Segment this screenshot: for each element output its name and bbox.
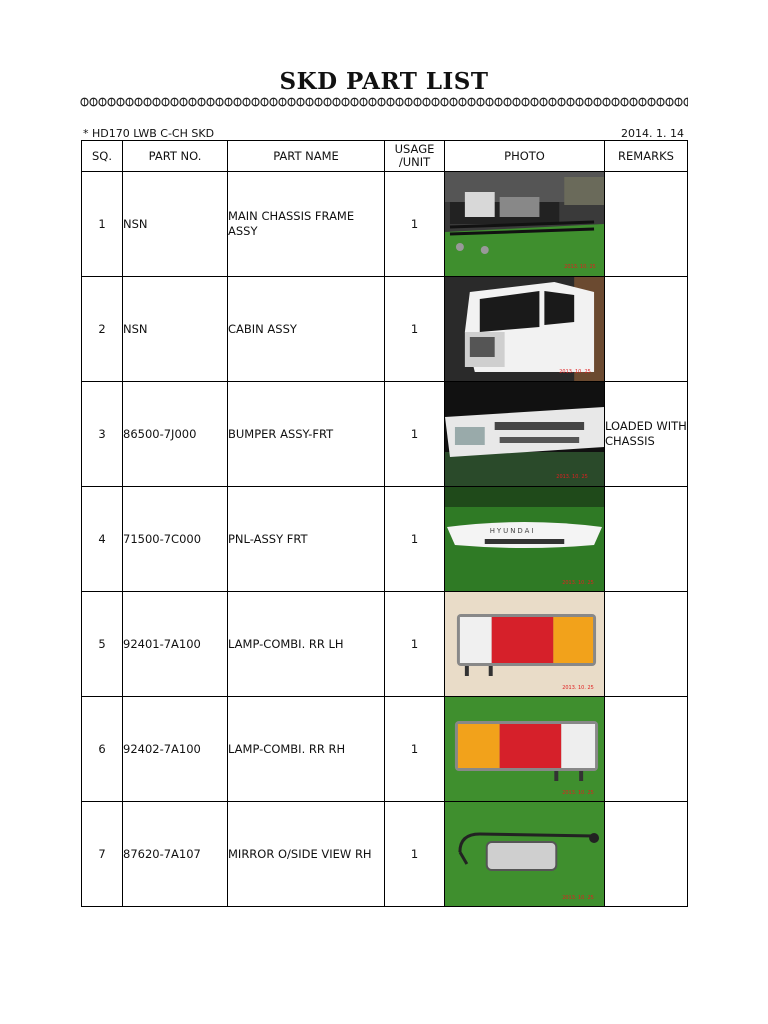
svg-text:2013. 10. 25: 2013. 10. 25 — [562, 684, 594, 692]
rear-lamp-lh-photo — [445, 592, 604, 696]
remarks-cell — [605, 277, 688, 382]
svg-text:2013. 10. 25: 2013. 10. 25 — [564, 263, 596, 271]
header-sq: SQ. — [82, 141, 123, 172]
photo-cell — [445, 802, 605, 907]
rear-lamp-rh-photo — [445, 697, 604, 801]
table-row — [82, 697, 688, 802]
svg-text:2013. 10. 25: 2013. 10. 25 — [562, 579, 594, 587]
part-name-cell: PNL-ASSY FRT — [228, 487, 385, 592]
remarks-cell — [605, 802, 688, 907]
header-part-name: PART NAME — [228, 141, 385, 172]
sq-cell: 4 — [82, 487, 123, 592]
header-photo: PHOTO — [445, 141, 605, 172]
sq-cell: 5 — [82, 592, 123, 697]
photo-cell — [445, 697, 605, 802]
remarks-cell — [605, 172, 688, 277]
part-no-cell: NSN — [123, 172, 228, 277]
usage-cell: 1 — [385, 697, 445, 802]
table-row — [82, 802, 688, 907]
chassis-frame-photo — [445, 172, 604, 276]
part-no-cell: 86500-7J000 — [123, 382, 228, 487]
part-no-cell: 71500-7C000 — [123, 487, 228, 592]
part-name-cell: BUMPER ASSY-FRT — [228, 382, 385, 487]
part-list-table — [81, 140, 688, 907]
sq-cell: 6 — [82, 697, 123, 802]
date-label: 2014. 1. 14 — [621, 127, 684, 140]
svg-text:2013. 10. 25: 2013. 10. 25 — [562, 789, 594, 797]
svg-text:2013. 10. 25: 2013. 10. 25 — [556, 473, 588, 481]
header-remarks: REMARKS — [605, 141, 688, 172]
svg-text:2013. 10. 25: 2013. 10. 25 — [559, 368, 591, 376]
model-label: * HD170 LWB C-CH SKD — [83, 127, 215, 140]
mirror-photo — [445, 802, 604, 906]
photo-cell — [445, 172, 605, 277]
photo-cell — [445, 277, 605, 382]
table-header-row — [82, 141, 688, 172]
sq-cell: 2 — [82, 277, 123, 382]
part-name-cell: CABIN ASSY — [228, 277, 385, 382]
part-name-cell: LAMP-COMBI. RR RH — [228, 697, 385, 802]
remarks-cell — [605, 592, 688, 697]
part-name-cell: LAMP-COMBI. RR LH — [228, 592, 385, 697]
sq-cell: 7 — [82, 802, 123, 907]
sq-cell: 3 — [82, 382, 123, 487]
photo-cell — [445, 592, 605, 697]
photo-cell — [445, 382, 605, 487]
header-part-no: PART NO. — [123, 141, 228, 172]
header-usage: USAGE /UNIT — [385, 141, 445, 172]
svg-text:HYUNDAI: HYUNDAI — [489, 526, 536, 536]
usage-cell: 1 — [385, 172, 445, 277]
decorative-border — [80, 95, 688, 109]
front-panel-photo — [445, 487, 604, 591]
usage-cell: 1 — [385, 382, 445, 487]
remarks-cell: LOADED WITH CHASSIS — [605, 382, 688, 487]
part-no-cell: NSN — [123, 277, 228, 382]
table-row — [82, 487, 688, 592]
cabin-photo — [445, 277, 604, 381]
usage-cell: 1 — [385, 487, 445, 592]
sq-cell: 1 — [82, 172, 123, 277]
table-row — [82, 172, 688, 277]
usage-cell: 1 — [385, 277, 445, 382]
remarks-cell — [605, 487, 688, 592]
part-no-cell: 87620-7A107 — [123, 802, 228, 907]
usage-cell: 1 — [385, 592, 445, 697]
svg-text:2013. 10. 25: 2013. 10. 25 — [562, 894, 594, 902]
photo-cell — [445, 487, 605, 592]
bumper-photo — [445, 382, 604, 486]
part-no-cell: 92401-7A100 — [123, 592, 228, 697]
part-name-cell: MAIN CHASSIS FRAME ASSY — [228, 172, 385, 277]
remarks-cell — [605, 697, 688, 802]
part-name-cell: MIRROR O/SIDE VIEW RH — [228, 802, 385, 907]
table-row — [82, 277, 688, 382]
usage-cell: 1 — [385, 802, 445, 907]
table-row — [82, 592, 688, 697]
page-title: SKD PART LIST — [279, 68, 489, 95]
table-row — [82, 382, 688, 487]
part-no-cell: 92402-7A100 — [123, 697, 228, 802]
